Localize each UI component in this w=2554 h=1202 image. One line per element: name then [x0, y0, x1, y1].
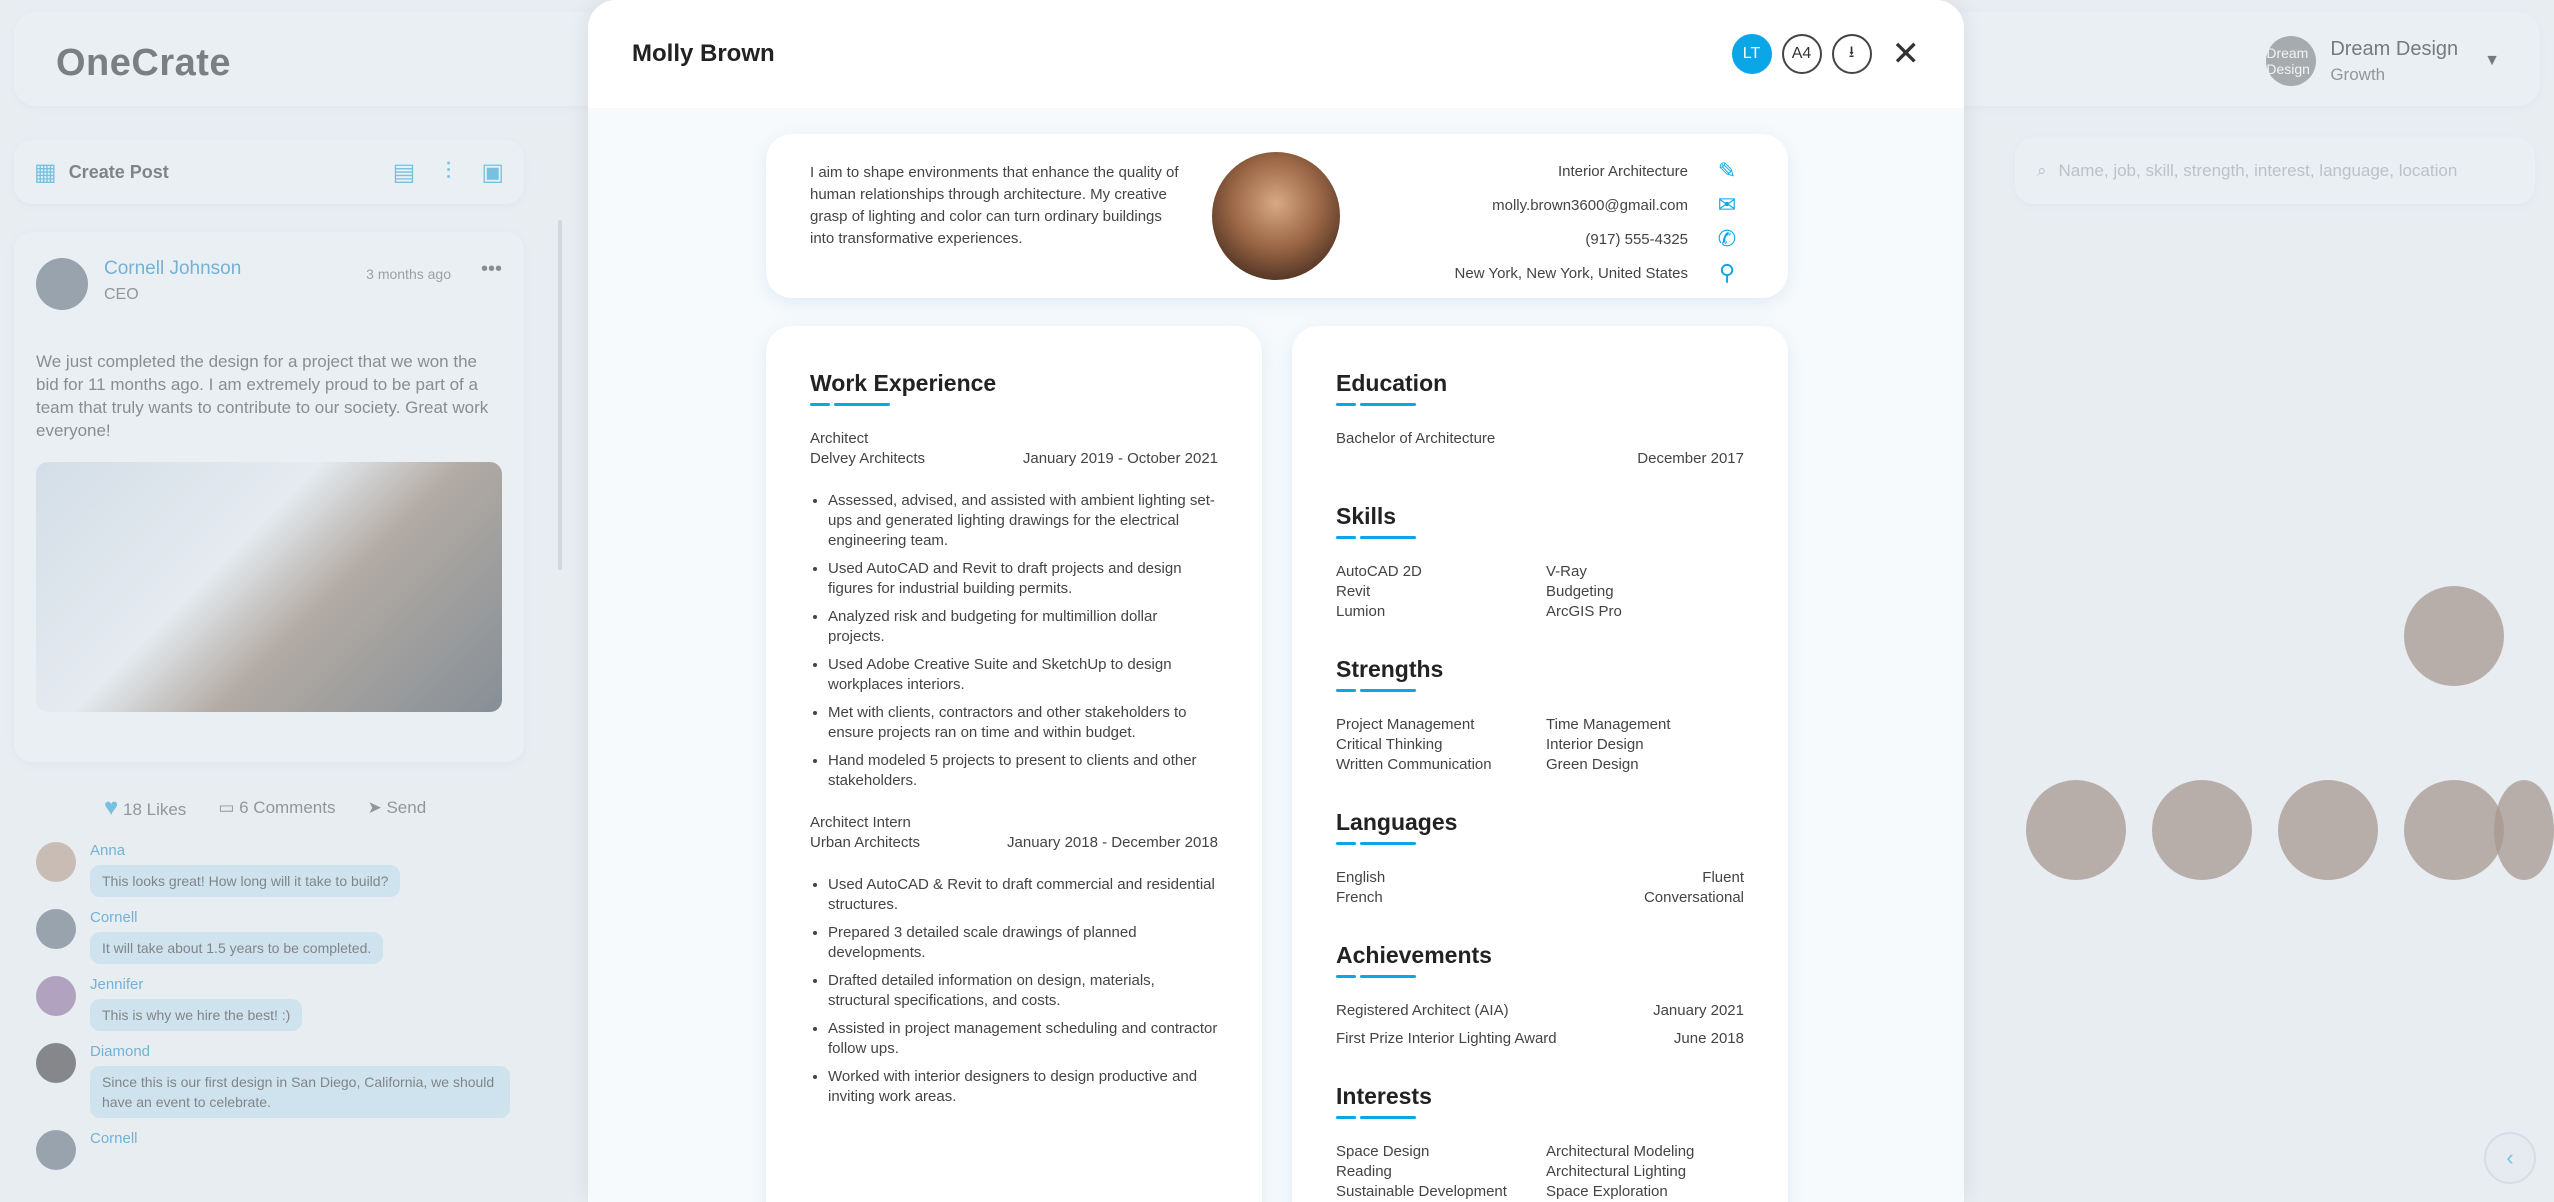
- strength-item: Time Management: [1546, 716, 1671, 733]
- job-company: Urban Architects: [810, 834, 921, 851]
- job-title: Architect Intern: [810, 814, 911, 831]
- contact-email[interactable]: molly.brown3600@gmail.com: [1492, 196, 1688, 214]
- strength-item: Written Communication: [1336, 756, 1492, 773]
- language-level: Conversational: [1643, 889, 1744, 906]
- post-text: We just completed the design for a project that we won the bid for 11 months ago. I am extremely proud to be part of a team that truly wants to contribute to our society. Great work everyone!: [36, 352, 489, 440]
- strength-item: Green Design: [1546, 756, 1639, 773]
- strength-item: Project Management: [1336, 716, 1475, 733]
- job-entry: [810, 813, 1218, 1107]
- account-subtitle: Growth: [2330, 64, 2386, 84]
- achievements-section: [1336, 942, 1744, 1049]
- skill-item: ArcGIS Pro: [1546, 603, 1622, 620]
- skill-item: Revit: [1336, 583, 1371, 600]
- contact-list: [1455, 154, 1744, 290]
- job-bullet: • Hand modeled 5 projects to present to clients and other stakeholders.: [828, 751, 1218, 791]
- comment-text: This is why we hire the best! :): [90, 999, 302, 1031]
- interest-item: Reading: [1336, 1163, 1392, 1180]
- achievement-date: June 2018: [1673, 1030, 1744, 1047]
- create-post-label: Create Post: [68, 161, 169, 182]
- contact-title: Interior Architecture: [1557, 162, 1688, 180]
- languages-section: [1336, 809, 1744, 908]
- likes-count: 18 Likes: [122, 800, 187, 819]
- interest-item: Space Exploration: [1546, 1183, 1668, 1200]
- section-heading: Skills: [1336, 503, 1397, 529]
- letter-format-button[interactable]: LT: [1732, 34, 1772, 74]
- heart-icon: ♥: [104, 794, 119, 821]
- skills-section: [1336, 503, 1744, 622]
- section-heading: Achievements: [1336, 942, 1492, 968]
- job-company: Delvey Architects: [810, 450, 926, 467]
- language-name: English: [1336, 869, 1386, 886]
- resume-intro-card: [766, 134, 1788, 298]
- skill-item: Budgeting: [1546, 583, 1614, 600]
- comment-author[interactable]: Cornell: [90, 909, 138, 926]
- section-heading: Languages: [1336, 809, 1458, 835]
- phone-icon: ✆: [1717, 226, 1737, 251]
- section-heading: Education: [1336, 370, 1448, 396]
- profile-photo: [1212, 152, 1340, 280]
- interests-section: [1336, 1083, 1744, 1202]
- job-bullet: • Prepared 3 detailed scale drawings of planned developments.: [828, 923, 1218, 963]
- app-logo[interactable]: OneCrate: [56, 42, 232, 84]
- job-bullet: • Assisted in project management scheduling and contractor follow ups.: [828, 1019, 1218, 1059]
- job-bullets: [810, 491, 1218, 791]
- post-author-name[interactable]: Cornell Johnson: [104, 258, 242, 279]
- chevron-left-icon[interactable]: ‹: [2484, 1132, 2536, 1184]
- search-icon: ⌕: [2037, 161, 2047, 180]
- send-icon: ➤: [367, 798, 382, 817]
- job-bullets: [810, 875, 1218, 1107]
- job-bullet: • Drafted detailed information on design, materials, structural specifications, and costs.: [828, 971, 1218, 1011]
- comment-author[interactable]: Cornell: [90, 1130, 138, 1147]
- job-title: Architect: [810, 430, 869, 447]
- section-underline: [810, 403, 1218, 409]
- section-underline: [1336, 975, 1744, 981]
- interest-item: Space Design: [1336, 1143, 1430, 1160]
- education-section: [1336, 370, 1744, 469]
- job-dates: January 2018 - December 2018: [1007, 834, 1218, 851]
- resume-details-card: [1292, 326, 1788, 1202]
- sliders-icon[interactable]: ⫶: [445, 158, 452, 185]
- job-bullet: • Used AutoCAD and Revit to draft projects and design figures for industrial building permits.: [828, 559, 1218, 599]
- interest-item: Sustainable Development: [1336, 1183, 1507, 1200]
- caret-down-icon[interactable]: ▼: [2484, 52, 2500, 69]
- comment-text: Since this is our first design in San Diego, California, we should have an event to celebrate.: [90, 1066, 510, 1118]
- job-bullet: • Met with clients, contractors and other stakeholders to ensure projects ran on time and within budget.: [828, 703, 1218, 743]
- achievement-name: First Prize Interior Lighting Award: [1336, 1030, 1557, 1047]
- post-timestamp: 3 months ago: [366, 266, 451, 282]
- section-heading: Work Experience: [810, 370, 997, 396]
- close-icon[interactable]: ✕: [1891, 35, 1920, 73]
- section-heading: Strengths: [1336, 656, 1444, 682]
- skill-item: AutoCAD 2D: [1336, 563, 1422, 580]
- work-experience-card: [766, 326, 1262, 1202]
- job-bullet: • Worked with interior designers to design productive and inviting work areas.: [828, 1067, 1218, 1107]
- mail-icon: ✉: [1717, 192, 1737, 217]
- comments-count: 6 Comments: [239, 798, 336, 817]
- more-options-icon[interactable]: •••: [480, 258, 502, 280]
- interest-item: Architectural Modeling: [1546, 1143, 1695, 1160]
- section-underline: [1336, 1116, 1744, 1122]
- contact-location: New York, New York, United States: [1454, 264, 1688, 282]
- section-heading: Interests: [1336, 1083, 1432, 1109]
- account-avatar: Dream Design: [2266, 36, 2316, 86]
- comment-author[interactable]: Diamond: [90, 1043, 151, 1060]
- section-underline: [1336, 403, 1744, 409]
- achievement-date: January 2021: [1653, 1002, 1744, 1019]
- education-degree: Bachelor of Architecture: [1336, 430, 1496, 447]
- comment-author[interactable]: Anna: [90, 842, 126, 859]
- job-bullet: • Analyzed risk and budgeting for multimillion dollar projects.: [828, 607, 1218, 647]
- comment-text: It will take about 1.5 years to be completed.: [90, 932, 383, 964]
- achievement-name: Registered Architect (AIA): [1336, 1002, 1509, 1019]
- briefcase-icon[interactable]: ▤: [392, 158, 416, 186]
- job-dates: January 2019 - October 2021: [1022, 450, 1218, 467]
- architecture-icon: ✎: [1717, 158, 1737, 183]
- comment-text: This looks great! How long will it take to build?: [90, 865, 400, 897]
- skill-item: V-Ray: [1546, 563, 1587, 580]
- modal-title: Molly Brown: [632, 40, 775, 67]
- search-input[interactable]: Name, job, skill, strength, interest, language, location: [2058, 161, 2458, 180]
- create-post-icon: ▦: [34, 158, 57, 186]
- job-bullet: • Used AutoCAD & Revit to draft commercial and residential structures.: [828, 875, 1218, 915]
- education-date: December 2017: [1637, 450, 1744, 467]
- contact-phone[interactable]: (917) 555-4325: [1585, 230, 1688, 248]
- comment-icon: ▭: [218, 798, 235, 817]
- calendar-icon[interactable]: ▣: [481, 158, 504, 186]
- resume-summary: I aim to shape environments that enhance the quality of human relationships through architecture. My creative grasp of lighting and color can turn ordinary buildings into transformative experiences.: [810, 164, 1179, 247]
- language-name: French: [1336, 889, 1383, 906]
- post-author-role: CEO: [104, 286, 139, 303]
- a4-format-button[interactable]: A4: [1782, 34, 1822, 74]
- send-label: Send: [386, 798, 427, 817]
- download-icon[interactable]: ⭳: [1832, 34, 1872, 74]
- strengths-section: [1336, 656, 1744, 775]
- skill-item: Lumion: [1336, 603, 1386, 620]
- section-underline: [1336, 842, 1744, 848]
- section-underline: [1336, 536, 1744, 542]
- strength-item: Critical Thinking: [1336, 736, 1443, 753]
- section-underline: [1336, 689, 1744, 695]
- resume-modal: [588, 0, 1964, 1202]
- interest-item: Architectural Lighting: [1546, 1163, 1687, 1180]
- resume-body: [588, 108, 1964, 1202]
- job-bullet: • Assessed, advised, and assisted with ambient lighting set-ups and generated lighting drawings for the electrical engineering team.: [828, 491, 1218, 551]
- job-bullet: • Used Adobe Creative Suite and SketchUp to design workplaces interiors.: [828, 655, 1218, 695]
- comment-author[interactable]: Jennifer: [90, 976, 144, 993]
- language-level: Fluent: [1702, 869, 1744, 886]
- job-entry: [810, 429, 1218, 791]
- strength-item: Interior Design: [1546, 736, 1644, 753]
- account-name: Dream Design: [2330, 37, 2459, 60]
- location-pin-icon: ⚲: [1718, 260, 1736, 285]
- modal-header: [588, 0, 1964, 108]
